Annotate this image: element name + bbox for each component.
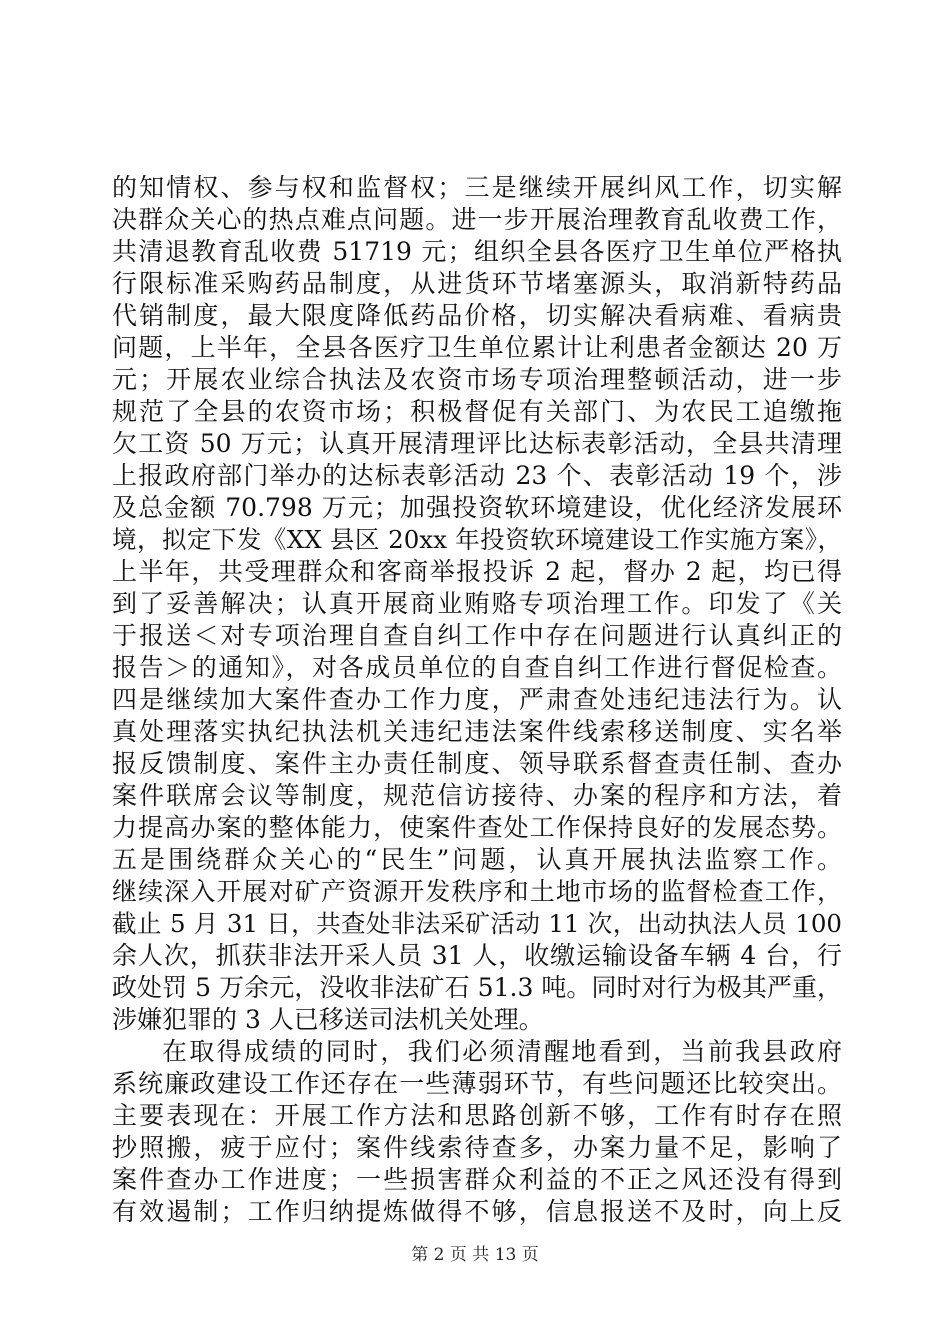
text-line: 真处理落实执纪执法机关违纪违法案件线索移送制度、实名举: [112, 717, 842, 746]
text-line: 系统廉政建设工作还存在一些薄弱环节，有些问题还比较突出。: [112, 1069, 842, 1098]
text-line: 政处罚 5 万余元，没收非法矿石 51.3 吨。同时对行为极其严重，: [112, 973, 842, 1002]
text-line: 主要表现在：开展工作方法和思路创新不够，工作有时存在照: [112, 1101, 842, 1130]
text-line: 在取得成绩的同时，我们必须清醒地看到，当前我县政府: [162, 1037, 842, 1066]
text-line: 行限标准采购药品制度，从进货环节堵塞源头，取消新特药品: [112, 269, 842, 298]
text-line: 到了妥善解决；认真开展商业贿赂专项治理工作。印发了《关: [112, 589, 842, 618]
text-line: 于报送＜对专项治理自查自纠工作中存在问题进行认真纠正的: [112, 621, 842, 650]
page-number-footer: 第 2 页 共 13 页: [411, 1245, 539, 1265]
text-line: 案件联席会议等制度，规范信访接待、办案的程序和方法，着: [112, 781, 842, 810]
text-line: 报反馈制度、案件主办责任制度、领导联系督查责任制、查办: [112, 749, 842, 778]
text-line: 余人次，抓获非法开采人员 31 人，收缴运输设备车辆 4 台，行: [112, 941, 842, 970]
text-line: 报告＞的通知》，对各成员单位的自查自纠工作进行督促检查。: [112, 653, 842, 682]
text-line: 继续深入开展对矿产资源开发秩序和土地市场的监督检查工作，: [112, 877, 842, 906]
text-line: 力提高办案的整体能力，使案件查处工作保持良好的发展态势。: [112, 813, 842, 842]
text-line: 抄照搬，疲于应付；案件线索待查多，办案力量不足，影响了: [112, 1133, 842, 1162]
text-line: 上半年，共受理群众和客商举报投诉 2 起，督办 2 起，均已得: [112, 557, 842, 586]
text-line: 规范了全县的农资市场；积极督促有关部门、为农民工追缴拖: [112, 397, 842, 426]
text-line: 截止 5 月 31 日，共查处非法采矿活动 11 次，出动执法人员 100: [112, 909, 842, 938]
text-line: 欠工资 50 万元；认真开展清理评比达标表彰活动，全县共清理: [112, 429, 842, 458]
text-line: 境，拟定下发《XX 县区 20xx 年投资软环境建设工作实施方案》，: [112, 525, 842, 554]
text-line: 上报政府部门举办的达标表彰活动 23 个、表彰活动 19 个，涉: [112, 461, 842, 490]
text-line: 共清退教育乱收费 51719 元；组织全县各医疗卫生单位严格执: [112, 237, 842, 266]
text-line: 决群众关心的热点难点问题。进一步开展治理教育乱收费工作，: [112, 205, 842, 234]
text-line: 元；开展农业综合执法及农资市场专项治理整顿活动，进一步: [112, 365, 842, 394]
text-line: 问题，上半年，全县各医疗卫生单位累计让利患者金额达 20 万: [112, 333, 842, 362]
paragraph-1: [112, 172, 842, 1036]
text-line: 的知情权、参与权和监督权；三是继续开展纠风工作，切实解: [112, 173, 842, 202]
text-line: 四是继续加大案件查办工作力度，严肃查处违纪违法行为。认: [112, 685, 842, 714]
text-line: 案件查办工作进度；一些损害群众利益的不正之风还没有得到: [112, 1165, 842, 1194]
text-line: 有效遏制；工作归纳提炼做得不够，信息报送不及时，向上反: [112, 1197, 842, 1226]
text-line: 及总金额 70.798 万元；加强投资软环境建设，优化经济发展环: [112, 493, 842, 522]
text-line: 代销制度，最大限度降低药品价格，切实解决看病难、看病贵: [112, 301, 842, 330]
text-line: 涉嫌犯罪的 3 人已移送司法机关处理。: [112, 1005, 544, 1034]
paragraph-2: [112, 1036, 842, 1228]
text-line: 五是围绕群众关心的“民生”问题，认真开展执法监察工作。: [112, 845, 842, 874]
document-body: [112, 172, 842, 1228]
